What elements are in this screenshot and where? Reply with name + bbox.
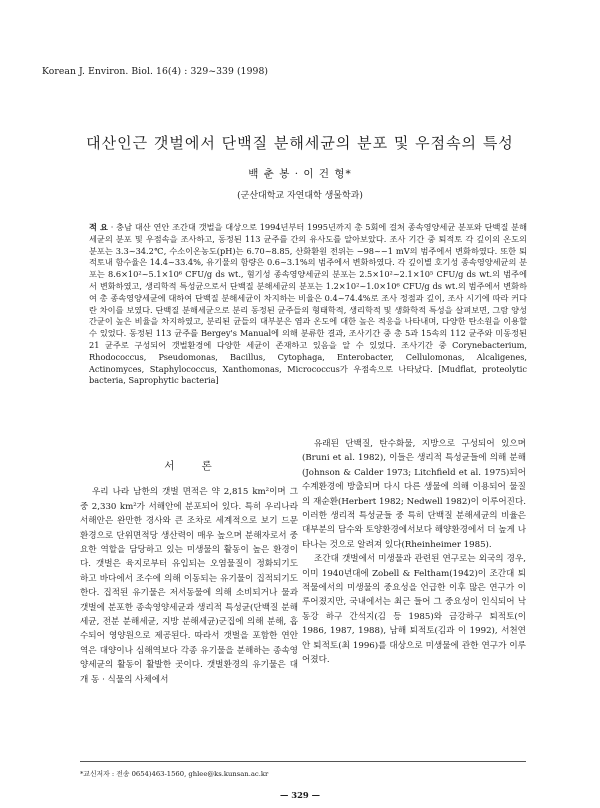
- paper-title: 대산인근 갯벌에서 단백질 분해세균의 분포 및 우점속의 특성: [86, 134, 514, 152]
- abstract: [89, 222, 527, 387]
- author-affiliation: (군산대학교 자연대학 생물학과): [237, 191, 363, 201]
- left-column: [80, 437, 298, 687]
- footnote-divider: [80, 761, 526, 762]
- abstract-label: 적 요: [89, 222, 108, 232]
- page-number: — 329 —: [279, 790, 321, 800]
- abstract-text: · 충남 대산 연안 조간대 갯벌을 대상으로 1994년부터 1995년까지 총 5회에 걸쳐 종속영양세균 분포와 단백질 분해세균의 분포 및 우점속을 조사하고, 동정된 113 균주를 간의 유사도를 알아보았다. 조사 기간 중 퇴적토 각 깊이의 온도의 분포는 3.3~34.2℃, 수소이온농도(pH)는 6.70~8.85, 산화환원 전위는 −98~−1 mV의 범주에서 변화하였다. 또한 퇴적토내 함수율은 14.4~33.4%, 유기물의 함량은 0.6~3.1%의 범주에서 변화하였다. 각 깊이별 호기성 종속영양세균의 분포는 8.6×10²~5.1×10⁶ CFU/g ds wt., 혐기성 종속영양세균의 분포는 2.5×10²~2.1×10⁵ CFU/g ds wt.의 범주에서 변화하였고, 생리학적 특성균으로서 단백질 분해세균의 분포는 1.2×10²~1.0×10⁶ CFU/g ds wt.의 범주에서 변화하여 총 종속영양세균에 대하여 단백질 분해세균이 차지하는 비율은 0.4~74.4%로 조사 정점과 깊이, 조사 시기에 따라 커다란 차이를 보였다. 단백질 분해세균으로 분리 동정된 균주들의 형태학적, 생리학적 및 생화학적 특성을 살펴보면, 그람 양성 간균이 높은 비율을 차지하였고, 분리된 균들의 대부분은 염과 온도에 대한 높은 적응을 나타내며, 다양한 탄소원을 이용할 수 있었다. 동정된 113 균주를 Bergey's Manual에 의해 분류한 결과, 조사기간 중 총 5과 15속의 112 균주와 미동정된 21 균주로 구성되어 갯벌환경에 다양한 세균이 존재하고 있음을 알 수 있었다. 조사기간 중 Corynebacterium, Rhodococcus, Pseudomonas, Bacillus, Cytophaga, Enterobacter, Cellulomonas, Alcaligenes, Actinomyces, Staphylococcus, Xanthomonas, Micrococcus가 우점속으로 나타났다. [Mudflat, proteolytic bacteria, Saprophytic bacteria]: [89, 222, 527, 386]
- right-column: [302, 437, 526, 668]
- intro-paragraph-right-1: 유래된 단백질, 탄수화물, 지방으로 구성되어 있으며 (Bruni et al. 1982), 이들은 생리적 특성균들에 의해 분해 (Johnson & Calder 1973; Litchfield et al. 1975)되어 수계환경에 방출되며 다시 다른 생물에 의해 이용되어 물질의 재순환(Herbert 1982; Nedwell 1982)이 이루어진다. 이러한 생리적 특성균들 중 특히 단백질 분해세균의 비율은 대부분의 담수와 토양환경에서보다 해양환경에서 더 높게 나타나는 것으로 알려져 있다(Rheinheimer 1985).: [302, 439, 526, 550]
- intro-paragraph-right-2: 조간대 갯벌에서 미생물과 관련된 연구로는 외국의 경우, 이미 1940년대에 Zobell & Feltham(1942)이 조간대 퇴적물에서의 미생물의 중요성을 언급한 이후 많은 연구가 이루어졌지만, 국내에서는 최근 들어 그 중요성이 인식되어 낙동강 하구 간석지(김 등 1985)와 금강하구 퇴적토(이 1986, 1987, 1988), 남해 퇴적토(김과 이 1992), 서천연안 퇴적토(최 1996)를 대상으로 미생물에 관한 연구가 이루어졌다.: [302, 554, 526, 666]
- author-list: 백 춘 봉 · 이 건 형*: [248, 168, 352, 180]
- intro-paragraph-left: 우리 나라 남한의 갯벌 면적은 약 2,815 km²이며 그 중 2,330 km²가 서해안에 분포되어 있다. 특히 우리나라 서해안은 완만한 경사와 큰 조차로 세계적으로 보기 드문 환경으로 단위면적당 생산력이 매우 높으며 분해자로서 중요한 역할을 담당하고 있는 미생물의 활동이 높은 환경이다. 갯벌은 육지로부터 유입되는 오염물질이 정화되기도 하고 바다에서 조수에 의해 이동되는 유기물이 집적되기도 한다. 집적된 유기물은 저서동물에 의해 소비되거나 물과 갯벌에 분포한 종속영양세균과 생리적 특성균(단백질 분해세균, 전분 분해세균, 지방 분해세균)군집에 의해 분해, 흡수되어 영양원으로 제공된다. 따라서 갯벌을 포함한 연안역은 대양이나 심해역보다 각종 유기물을 분해하는 종속영양세균의 활동이 활발한 곳이다. 갯벌환경의 유기물은 대개 동 · 식물의 사체에서: [80, 487, 298, 685]
- journal-citation: Korean J. Environ. Biol. 16(4) : 329~339 (1998): [42, 66, 269, 77]
- section-heading-introduction: 서 론: [164, 460, 224, 472]
- corresponding-author-footnote: *교신저자 : 전송 0654)463-1560, ghlee@ks.kunsan.ac.kr: [80, 770, 269, 778]
